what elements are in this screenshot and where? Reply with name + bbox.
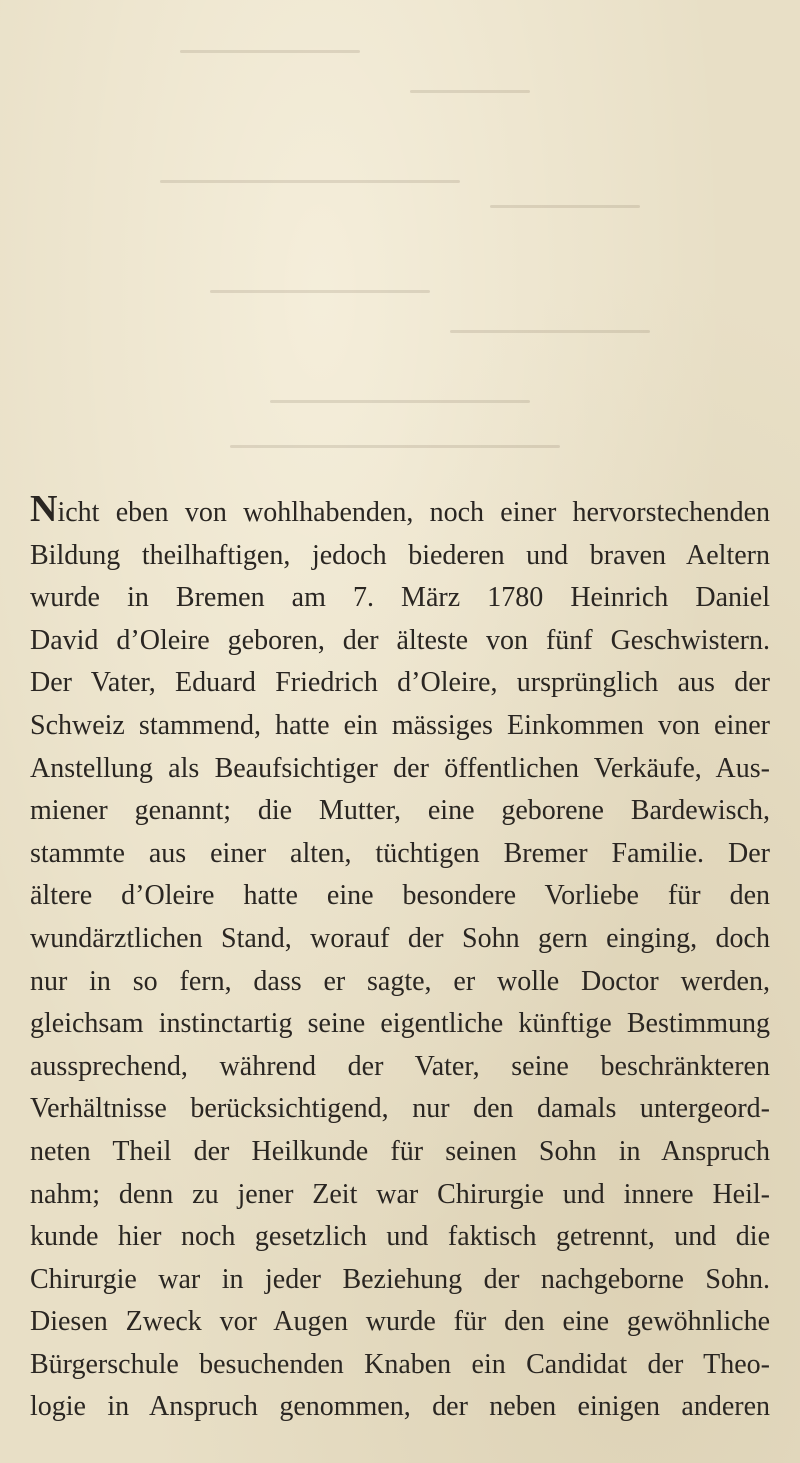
text-line: logie in Anspruch genommen, der neben einigen anderen <box>30 1391 770 1423</box>
text-line: Verhältnisse berücksichtigend, nur den damals untergeord- <box>30 1093 770 1125</box>
text-line: Diesen Zweck vor Augen wurde für den eine gewöhnliche <box>30 1306 770 1338</box>
text-line: Bildung theilhaftigen, jedoch biederen und braven Aeltern <box>30 539 770 571</box>
text-line: gleichsam instinctartig seine eigentliche künftige Bestimmung <box>30 1008 770 1040</box>
text-line: Chirurgie war in jeder Beziehung der nachgeborne Sohn. <box>30 1263 770 1295</box>
show-through-text <box>150 30 670 470</box>
body-text <box>30 492 770 1429</box>
text-line: wurde in Bremen am 7. März 1780 Heinrich Daniel <box>30 582 770 614</box>
text-line: aussprechend, während der Vater, seine beschränkteren <box>30 1050 770 1082</box>
text-line: ältere d’Oleire hatte eine besondere Vorliebe für den <box>30 880 770 912</box>
text-line: Anstellung als Beaufsichtiger der öffentlichen Verkäufe, Aus- <box>30 752 770 784</box>
text-line: nahm; denn zu jener Zeit war Chirurgie und innere Heil- <box>30 1178 770 1210</box>
text-line: neten Theil der Heilkunde für seinen Sohn in Anspruch <box>30 1135 770 1167</box>
text-line: Schweiz stammend, hatte ein mässiges Einkommen von einer <box>30 709 770 741</box>
drop-cap: N <box>30 492 58 530</box>
text-line: stammte aus einer alten, tüchtigen Bremer Familie. Der <box>30 837 770 869</box>
text-line: Bürgerschule besuchenden Knaben ein Candidat der Theo- <box>30 1348 770 1380</box>
text-line: Der Vater, Eduard Friedrich d’Oleire, ursprünglich aus der <box>30 667 770 699</box>
text-line: Nicht eben von wohlhabenden, noch einer hervorstechenden <box>30 492 770 535</box>
text-line: David d’Oleire geboren, der älteste von fünf Geschwistern. <box>30 624 770 656</box>
text-line: wundärztlichen Stand, worauf der Sohn gern einging, doch <box>30 922 770 954</box>
text-line: nur in so fern, dass er sagte, er wolle Doctor werden, <box>30 965 770 997</box>
text-line: miener genannt; die Mutter, eine geborene Bardewisch, <box>30 795 770 827</box>
text-line: kunde hier noch gesetzlich und faktisch getrennt, und die <box>30 1221 770 1253</box>
